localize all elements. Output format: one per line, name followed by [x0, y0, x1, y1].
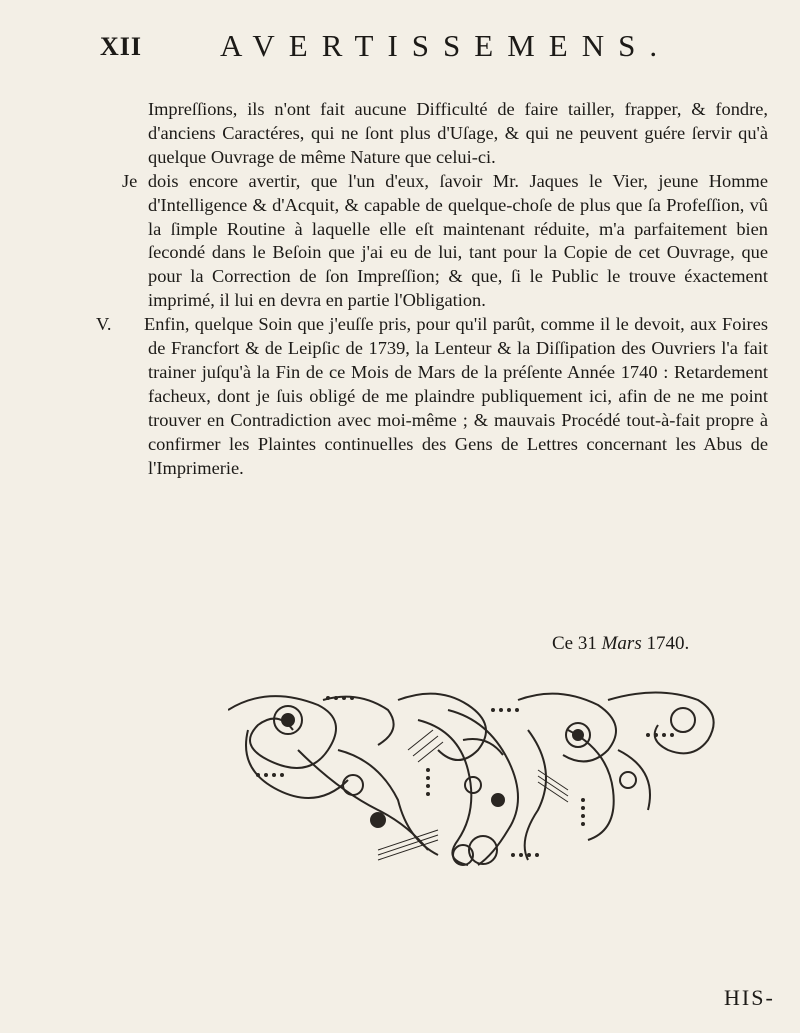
printers-fleuron-ornament-icon: [228, 690, 728, 868]
paragraph-enfin: [96, 313, 768, 480]
body-text: [96, 98, 768, 481]
paragraph-continuation: [148, 98, 768, 170]
paragraph-text: Je dois encore avertir, que l'un d'eux, ſavoir Mr. Jaques le Vier, jeune Homme d'Intelligence & d'Acquit, & capable de quelque-choſe de plus que ſa Profeſſion, vû la ſimple Routine à laquelle elle eſt maintenant réduite, m'a parfaitement bien ſecondé dans le Beſoin que j'ai eu de lui, tant pour la Copie de cet Ouvrage, que pour la Correction de ſon Impreſſion; & que, ſi le Public le trouve éxactement imprimé, il lui en devra en partie l'Obligation.: [122, 170, 768, 311]
catchword: HIS-: [724, 985, 775, 1010]
paragraph-je-dois: [122, 170, 768, 313]
page-header: [100, 26, 740, 66]
date-month: Mars: [601, 633, 642, 654]
section-marker: V.: [96, 314, 112, 335]
date-signature: [552, 633, 689, 655]
page-number: XII: [100, 32, 143, 61]
paragraph-text: Impreſſions, ils n'ont fait aucune Difficulté de faire tailler, frapper, & fondre, d'anciens Caractéres, qui ne ſont plus d'Uſage, & qui ne peuvent guére ſervir qu'à quelque Ouvrage de même Nature que celui-ci.: [148, 99, 768, 167]
running-title: AVERTISSEMENS.: [220, 28, 672, 63]
date-prefix: Ce 31: [552, 633, 597, 654]
date-year: 1740.: [646, 633, 690, 654]
paragraph-text: Enfin, quelque Soin que j'euſſe pris, pour qu'il parût, comme il le devoit, aux Foires de Francfort & de Leipſic de 1739, la Lenteur & la Diſſipation des Ouvriers l'a fait trainer juſqu'à la Fin de ce Mois de Mars de la préſente Année 1740 : Retardement facheux, dont je ſuis obligé de me plaindre publiquement ici, afin de ne me point trouver en Contradiction avec moi-même ; & mauvais Procédé tout-à-fait propre à confirmer les Plaintes continuelles des Gens de Lettres concernant les Abus de l'Imprimerie.: [144, 314, 768, 478]
